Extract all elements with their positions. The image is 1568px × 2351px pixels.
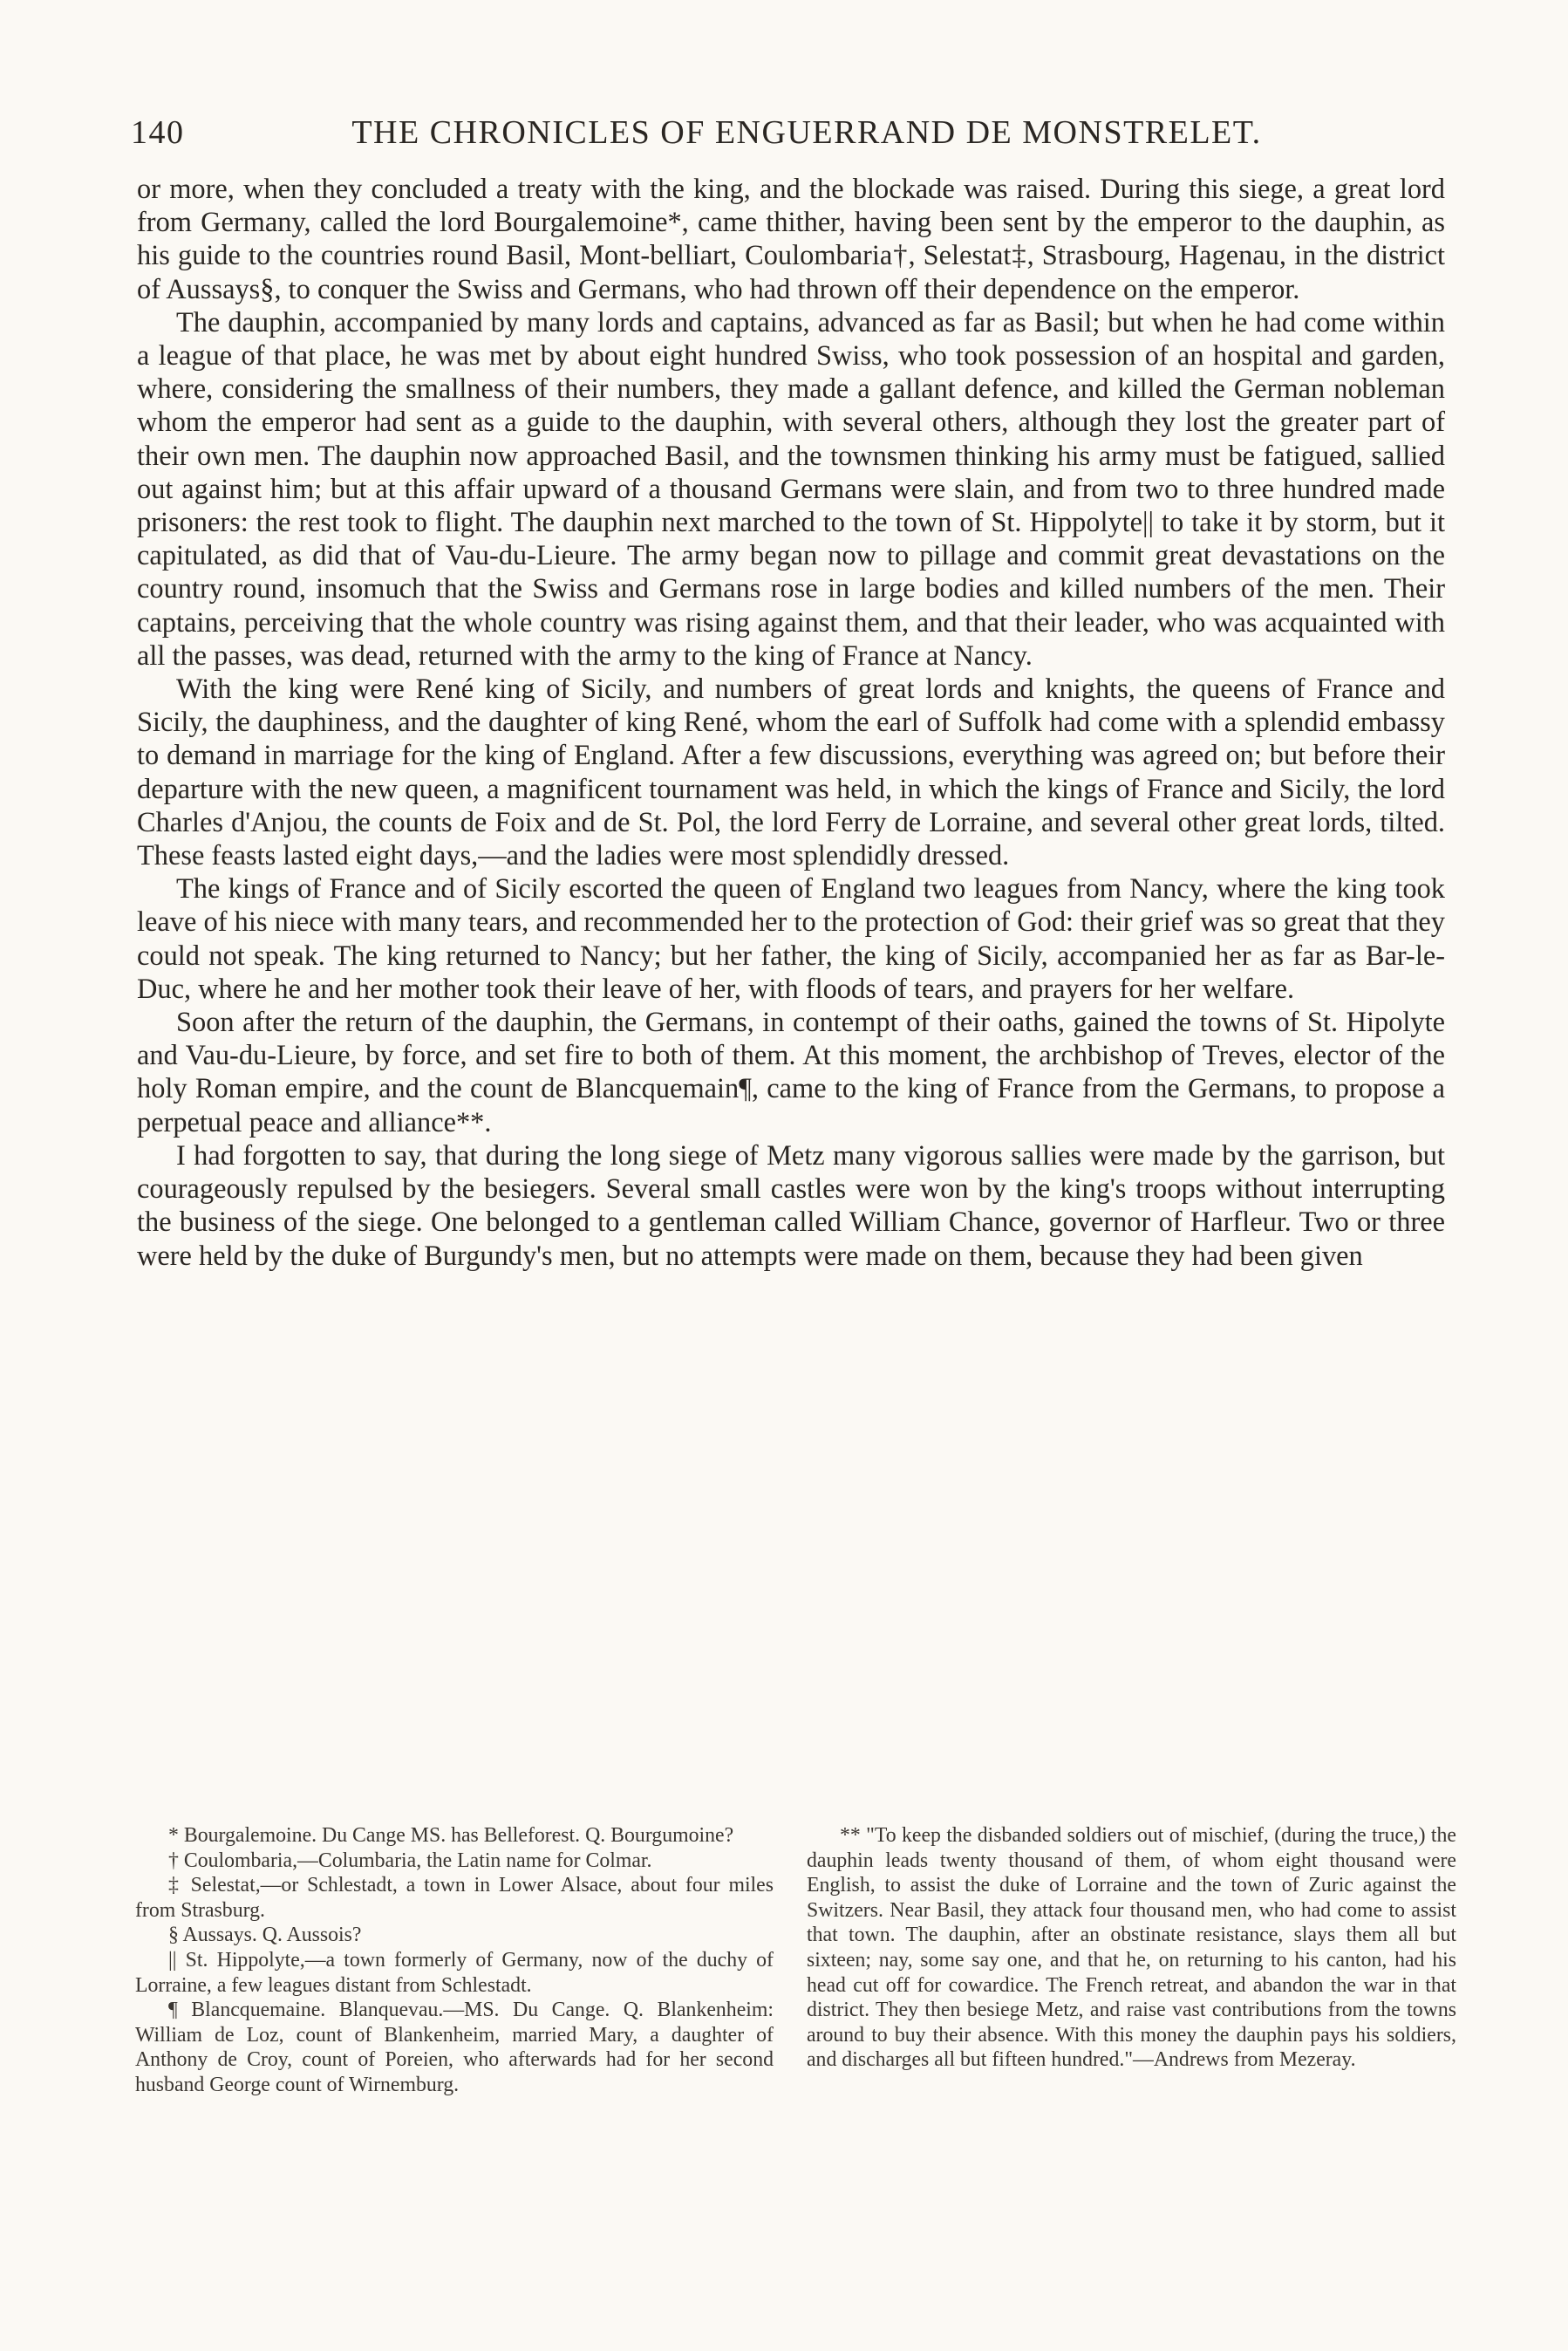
footnotes-right-column — [807, 1823, 1456, 2073]
paragraph: or more, when they concluded a treaty with the king, and the blockade was raised. During this siege, a great lord from Germany, called the lord Bourgalemoine*, came thither, having been sent by the emperor to the dauphin, as his guide to the countries round Basil, Mont-belliart, Coulombaria†, Selestat‡, Strasbourg, Hagenau, in the district of Aussays§, to conquer the Swiss and Germans, who had thrown off their dependence on the emperor. — [137, 174, 1445, 305]
footnote: || St. Hippolyte,—a town formerly of Germany, now of the duchy of Lorraine, a few leagues distant from Schlestadt. — [135, 1948, 774, 1997]
paragraph: With the king were René king of Sicily, and numbers of great lords and knights, the queens of France and Sicily, the dauphiness, and the daughter of king René, whom the earl of Suffolk had come with a splendid embassy to demand in marriage for the king of England. After a few discussions, everything was agreed on; but before their departure with the new queen, a magnificent tournament was held, in which the kings of France and Sicily, the lord Charles d'Anjou, the counts de Foix and de St. Pol, the lord Ferry de Lorraine, and several other great lords, tilted. These feasts lasted eight days,—and the ladies were most splendidly dressed. — [137, 673, 1445, 872]
page-header — [131, 103, 1448, 155]
footnote: ** "To keep the disbanded soldiers out of mischief, (during the truce,) the dauphin leads twenty thousand of them, of whom eight thousand were English, to assist the duke of Lorraine and the town of Zuric against the Switzers. Near Basil, they attack four thousand men, who had come to assist that town. The dauphin, after an obstinate resistance, slays them all but sixteen; nay, some say one, and that he, on returning to his canton, had his head cut off for cowardice. The French retreat, and abandon the war in that district. They then besiege Metz, and raise vast contributions from the towns around to buy their absence. With this money the dauphin pays his soldiers, and discharges all but fifteen hundred."—Andrews from Mezeray. — [807, 1824, 1456, 2072]
footnote: † Coulombaria,—Columbaria, the Latin name for Colmar. — [168, 1849, 652, 1872]
footnote: * Bourgalemoine. Du Cange MS. has Belleforest. Q. Bourgumoine? — [168, 1824, 734, 1847]
footnote: ‡ Selestat,—or Schlestadt, a town in Lower Alsace, about four miles from Strasburg. — [135, 1874, 774, 1922]
running-title: THE CHRONICLES OF ENGUERRAND DE MONSTRELET. — [351, 114, 1262, 151]
footnote: ¶ Blancquemaine. Blanquevau.—MS. Du Cange. Q. Blankenheim: William de Loz, count of Blankenheim, married Mary, a daughter of Anthony de Croy, count of Poreien, who afterwards had for her second husband George count of Wirnemburg. — [135, 1999, 774, 2096]
paragraph: Soon after the return of the dauphin, the Germans, in contempt of their oaths, gained the towns of St. Hipolyte and Vau-du-Lieure, by force, and set fire to both of them. At this moment, the archbishop of Treves, elector of the holy Roman empire, and the count de Blancquemain¶, came to the king of France from the Germans, to propose a perpetual peace and alliance**. — [137, 1007, 1445, 1138]
paragraph: The dauphin, accompanied by many lords and captains, advanced as far as Basil; but when he had come within a league of that place, he was met by about eight hundred Swiss, who took possession of an hospital and garden, where, considering the smallness of their numbers, they made a gallant defence, and killed the German nobleman whom the emperor had sent as a guide to the dauphin, with several others, although they lost the greater part of their own men. The dauphin now approached Basil, and the townsmen thinking his army must be fatigued, sallied out against him; but at this affair upward of a thousand Germans were slain, and from two to three hundred made prisoners: the rest took to flight. The dauphin next marched to the town of St. Hippolyte|| to take it by storm, but it capitulated, as did that of Vau-du-Lieure. The army began now to pillage and commit great devastations on the country round, insomuch that the Swiss and Germans rose in large bodies and killed numbers of the men. Their captains, perceiving that the whole country was rising against them, and that their leader, who was acquainted with all the passes, was dead, returned with the army to the king of France at Nancy. — [137, 306, 1445, 672]
footnotes-left-column — [135, 1823, 774, 2098]
footnotes — [135, 1823, 1461, 2242]
paragraph: I had forgotten to say, that during the long siege of Metz many vigorous sallies were made by the garrison, but courageously repulsed by the besiegers. Several small castles were won by the king's troops without interrupting the business of the siege. One belonged to a gentleman called William Chance, governor of Harfleur. Two or three were held by the duke of Burgundy's men, but no attempts were made on them, because they had been given — [137, 1139, 1445, 1272]
page-number: 140 — [131, 114, 185, 151]
paragraph: The kings of France and of Sicily escorted the queen of England two leagues from Nancy, where the king took leave of his niece with many tears, and recommended her to the protection of God: their grief was so great that they could not speak. The king returned to Nancy; but her father, the king of Sicily, accompanied her as far as Bar-le-Duc, where he and her mother took their leave of her, with floods of tears, and prayers for her welfare. — [137, 873, 1445, 1005]
footnote: § Aussays. Q. Aussois? — [168, 1924, 362, 1947]
main-text — [137, 173, 1445, 1273]
